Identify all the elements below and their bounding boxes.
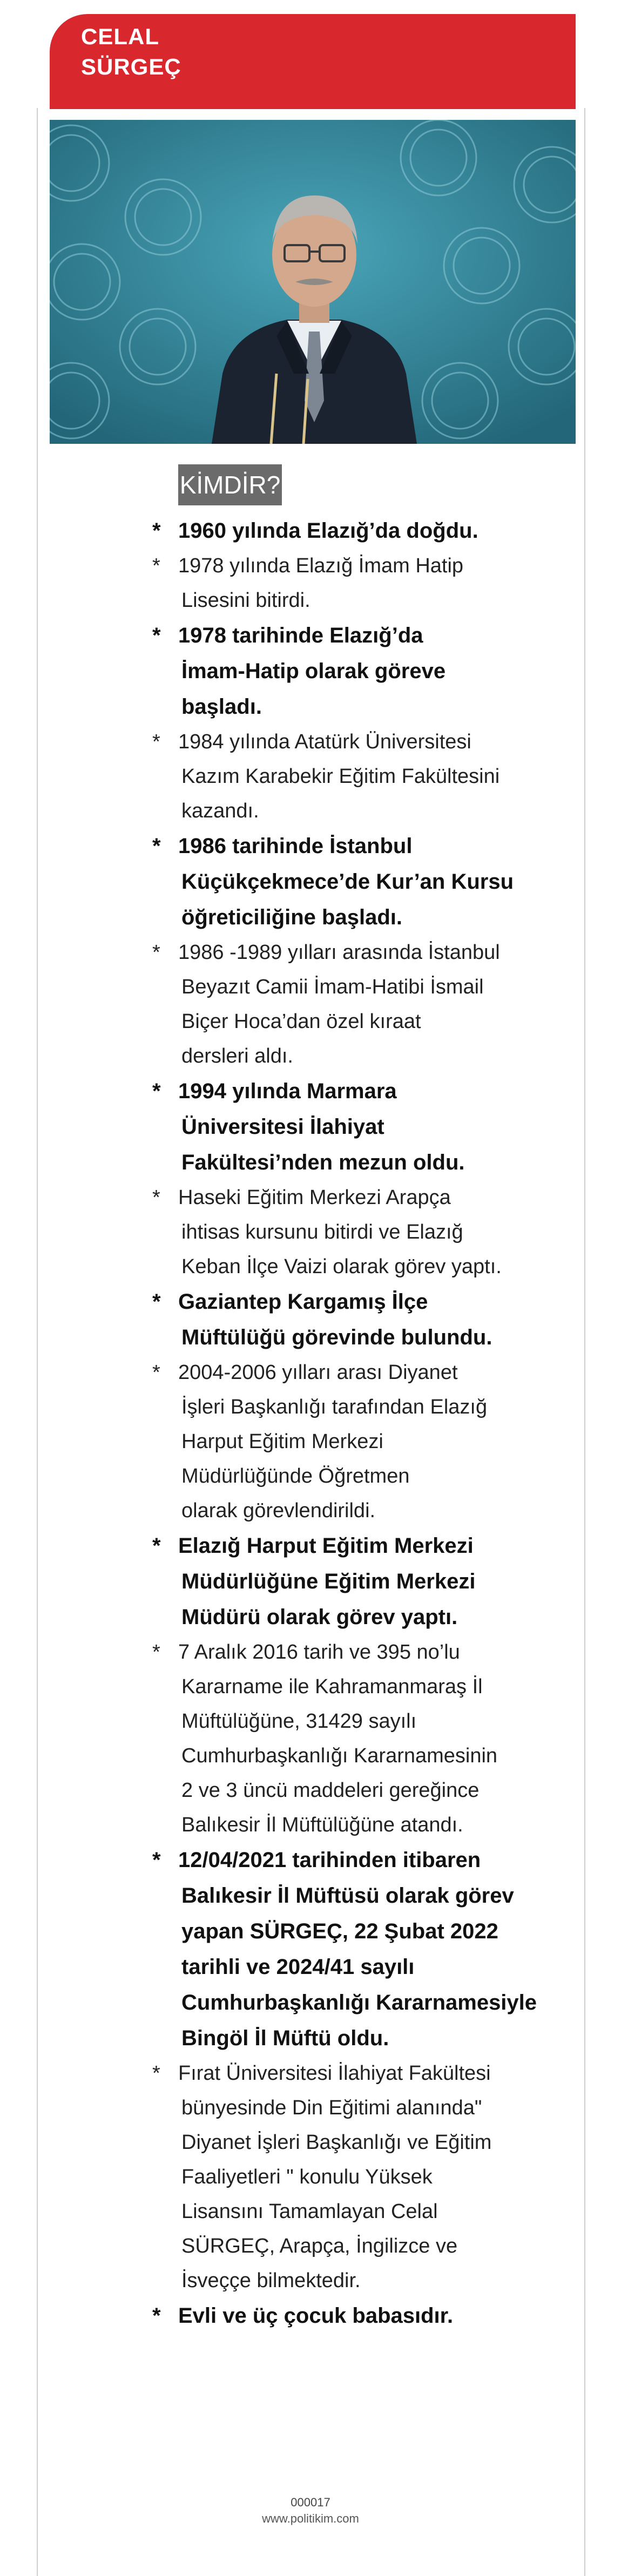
bio-line: Fırat Üniversitesi İlahiyat Fakültesi bbox=[178, 2062, 491, 2085]
bio-line: kazandı. bbox=[181, 800, 259, 822]
portrait-photo bbox=[50, 120, 576, 444]
bio-item bbox=[152, 1842, 573, 2056]
bio-line: Küçükçekmece’de Kur’an Kursu bbox=[181, 870, 514, 894]
bio-line: Keban İlçe Vaizi olarak görev yaptı. bbox=[181, 1255, 502, 1278]
bio-line: 2004-2006 yılları arası Diyanet bbox=[178, 1361, 458, 1384]
bio-item bbox=[152, 828, 573, 935]
bio-line: olarak görevlendirildi. bbox=[181, 1499, 376, 1522]
bio-line: Cumhurbaşkanlığı Kararnamesinin bbox=[181, 1745, 498, 1767]
bio-line: Müftülüğü görevinde bulundu. bbox=[181, 1326, 492, 1349]
bio-line: İmam-Hatip olarak göreve bbox=[181, 659, 446, 683]
bio-line: Kararname ile Kahramanmaraş İl bbox=[181, 1675, 483, 1698]
bio-line: Müdürü olarak görev yaptı. bbox=[181, 1605, 458, 1629]
person-name bbox=[81, 22, 181, 82]
bio-item bbox=[152, 549, 573, 618]
bio-line: 7 Aralık 2016 tarih ve 395 no’lu bbox=[178, 1641, 460, 1664]
bio-line: Müftülüğüne, 31429 sayılı bbox=[181, 1710, 417, 1733]
bio-line: 1984 yılında Atatürk Üniversitesi bbox=[178, 731, 471, 753]
bio-item bbox=[152, 725, 573, 828]
bio-line: İşleri Başkanlığı tarafından Elazığ bbox=[181, 1396, 488, 1418]
bio-item bbox=[152, 1635, 573, 1842]
bullet-star: * bbox=[152, 2304, 161, 2328]
bullet-star: * bbox=[152, 1186, 160, 1209]
bio-line: 1986 tarihinde İstanbul bbox=[178, 834, 413, 858]
bio-line: Gaziantep Kargamış İlçe bbox=[178, 1290, 428, 1314]
section-label-kimdir: KİMDİR? bbox=[178, 464, 282, 505]
page-border-right bbox=[584, 108, 585, 2576]
bio-line: Müdürlüğüne Eğitim Merkezi bbox=[181, 1570, 476, 1593]
bio-line: tarihli ve 2024/41 sayılı bbox=[181, 1955, 415, 1979]
website-url: www.politikim.com bbox=[262, 2512, 359, 2525]
bio-line: Cumhurbaşkanlığı Kararnamesiyle bbox=[181, 1991, 537, 2014]
bio-item bbox=[152, 1355, 573, 1528]
bullet-star: * bbox=[152, 519, 161, 543]
bio-line: Evli ve üç çocuk babasıdır. bbox=[178, 2304, 454, 2328]
bio-line: bünyesinde Din Eğitimi alanında" bbox=[181, 2097, 482, 2119]
bio-line: Biçer Hoca’dan özel kıraat bbox=[181, 1010, 421, 1033]
bullet-star: * bbox=[152, 1079, 161, 1103]
bio-line: Diyanet İşleri Başkanlığı ve Eğitim bbox=[181, 2131, 492, 2154]
bullet-star: * bbox=[152, 731, 160, 753]
bio-item bbox=[152, 1180, 573, 1284]
bio-line: 12/04/2021 tarihinden itibaren bbox=[178, 1848, 481, 1872]
bullet-star: * bbox=[152, 624, 161, 647]
bio-item bbox=[152, 513, 573, 549]
portrait-illustration bbox=[50, 120, 576, 444]
biography-list bbox=[152, 513, 573, 2334]
bio-line: Elazığ Harput Eğitim Merkezi bbox=[178, 1534, 474, 1558]
bio-line: ihtisas kursunu bitirdi ve Elazığ bbox=[181, 1221, 463, 1243]
bio-item bbox=[152, 2056, 573, 2298]
bio-line: Lisansını Tamamlayan Celal bbox=[181, 2200, 438, 2223]
bullet-star: * bbox=[152, 2062, 160, 2085]
bullet-star: * bbox=[152, 1534, 161, 1558]
bio-line: başladı. bbox=[181, 695, 262, 719]
name-last: SÜRGEÇ bbox=[81, 54, 181, 79]
bio-line: Beyazıt Camii İmam-Hatibi İsmail bbox=[181, 976, 484, 998]
bio-line: Haseki Eğitim Merkezi Arapça bbox=[178, 1186, 451, 1209]
bio-item bbox=[152, 2298, 573, 2334]
bullet-star: * bbox=[152, 1361, 160, 1384]
bio-line: 1960 yılında Elazığ’da doğdu. bbox=[178, 519, 478, 543]
bio-line: Müdürlüğünde Öğretmen bbox=[181, 1465, 410, 1488]
name-first: CELAL bbox=[81, 24, 159, 49]
bio-line: dersleri aldı. bbox=[181, 1045, 293, 1067]
bio-line: Balıkesir İl Müftüsü olarak görev bbox=[181, 1884, 514, 1908]
bio-line: Balıkesir İl Müftülüğüne atandı. bbox=[181, 1814, 463, 1836]
bio-line: 1986 -1989 yılları arasında İstanbul bbox=[178, 941, 500, 964]
bio-item bbox=[152, 1284, 573, 1355]
bio-line: Bingöl İl Müftü oldu. bbox=[181, 2026, 389, 2050]
bio-line: Lisesini bitirdi. bbox=[181, 589, 310, 612]
bio-line: Fakültesi’nden mezun oldu. bbox=[181, 1151, 465, 1174]
bio-item bbox=[152, 1528, 573, 1635]
bullet-star: * bbox=[152, 1641, 160, 1664]
bio-line: Üniversitesi İlahiyat bbox=[181, 1115, 384, 1139]
bullet-star: * bbox=[152, 555, 160, 577]
bio-line: 1978 tarihinde Elazığ’da bbox=[178, 624, 423, 647]
bio-line: Kazım Karabekir Eğitim Fakültesini bbox=[181, 765, 500, 788]
bio-line: 1978 yılında Elazığ İmam Hatip bbox=[178, 555, 464, 577]
bio-line: öğreticiliğine başladı. bbox=[181, 905, 402, 929]
bio-item bbox=[152, 935, 573, 1073]
bio-line: Harput Eğitim Merkezi bbox=[181, 1430, 383, 1453]
page-code: 000017 bbox=[291, 2496, 330, 2509]
bio-item bbox=[152, 1073, 573, 1180]
bio-line: 1994 yılında Marmara bbox=[178, 1079, 397, 1103]
bullet-star: * bbox=[152, 1290, 161, 1314]
bio-item bbox=[152, 618, 573, 725]
bio-line: Faaliyetleri " konulu Yüksek bbox=[181, 2166, 433, 2188]
bullet-star: * bbox=[152, 941, 160, 964]
bio-line: 2 ve 3 üncü maddeleri gereğince bbox=[181, 1779, 480, 1802]
bio-line: SÜRGEÇ, Arapça, İngilizce ve bbox=[181, 2235, 458, 2257]
page-border-left bbox=[37, 108, 38, 2576]
bio-line: İsveççe bilmektedir. bbox=[181, 2269, 361, 2292]
bullet-star: * bbox=[152, 1848, 161, 1872]
page-footer bbox=[0, 2494, 621, 2527]
bullet-star: * bbox=[152, 834, 161, 858]
bio-line: yapan SÜRGEÇ, 22 Şubat 2022 bbox=[181, 1919, 498, 1943]
